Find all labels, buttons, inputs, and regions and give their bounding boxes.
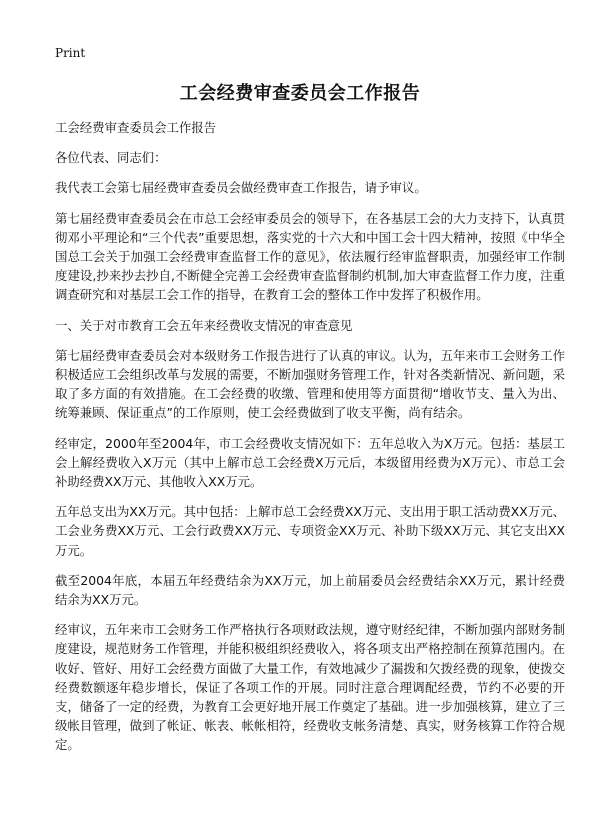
section-heading: 一、关于对市教育工会五年来经费收支情况的审查意见 bbox=[55, 317, 353, 333]
body-paragraph: 经审议，五年来市工会财务工作严格执行各项财政法规，遵守财经纪律，不断加强内部财务制度建设，规范财务工作管理，并能积极组织经费收入，将各项支出严格控制在预算范围内。在收好、管好、用好工会经费方面做了大量工作，有效地减少了漏拨和欠拨经费的现象，使拨交经费数额逐年稳步增长，保证了各项工作的开展。同时注意合理调配经费，节约不必要的开支，储备了一定的经费，为教育工会更好地开展工作奠定了基础。进一步加强核算，建立了三级帐目管理，做到了帐证、帐表、帐帐相符，经费收支帐务清楚、真实，财务核算工作符合规定。 bbox=[55, 622, 565, 753]
document-title: 工会经费审查委员会工作报告 bbox=[179, 83, 421, 104]
body-paragraph: 五年总支出为XX万元。其中包括：上解市总工会经费XX万元、支出用于职工活动费XX万元、工会业务费XX万元、工会行政费XX万元、专项资金XX万元、补助下级XX万元、其它支出XX万元。 bbox=[55, 504, 565, 558]
body-paragraph: 第七届经费审查委员会对本级财务工作报告进行了认真的审议。认为，五年来市工会财务工作积极适应工会组织改革与发展的需要，不断加强财务管理工作，针对各类新情况、新问题，采取了多方面的有效措施。在工会经费的收缴、管理和使用等方面贯彻“增收节支、量入为出、统筹兼顾、保证重点”的工作原则，使工会经费做到了收支平衡，尚有结余。 bbox=[55, 347, 565, 421]
document-body bbox=[55, 118, 565, 766]
intro-paragraph: 我代表工会第七届经费审查委员会做经费审查工作报告，请予审议。 bbox=[55, 180, 427, 196]
salutation-paragraph: 各位代表、同志们： bbox=[55, 150, 167, 166]
subtitle-paragraph: 工会经费审查委员会工作报告 bbox=[55, 120, 217, 135]
body-paragraph: 第七届经费审查委员会在市总工会经审委员会的领导下，在各基层工会的大力支持下，认真贯彻邓小平理论和“三个代表”重要思想，落实党的十六大和中国工会十四大精神，按照《中华全国总工会关于加强工会经费审查监督工作的意见》，依法履行经审监督职责，加强经审工作制度建设,抄来抄去抄自,不断健全完善工会经费审查监督制约机制,加大审查监督工作力度，注重调查研究和对基层工会工作的指导，在教育工会的整体工作中发挥了积极作用。 bbox=[55, 210, 565, 303]
print-link[interactable]: Print bbox=[55, 46, 86, 60]
body-paragraph: 截至2004年底，本届五年经费结余为XX万元，加上前届委员会经费结余XX万元，累计经费结余为XX万元。 bbox=[55, 572, 565, 608]
body-paragraph: 经审定，2000年至2004年，市工会经费收支情况如下：五年总收入为X万元。包括：基层工会上解经费收入X万元（其中上解市总工会经费X万元后，本级留用经费为X万元）、市总工会补助经费XX万元、其他收入XX万元。 bbox=[55, 435, 565, 490]
